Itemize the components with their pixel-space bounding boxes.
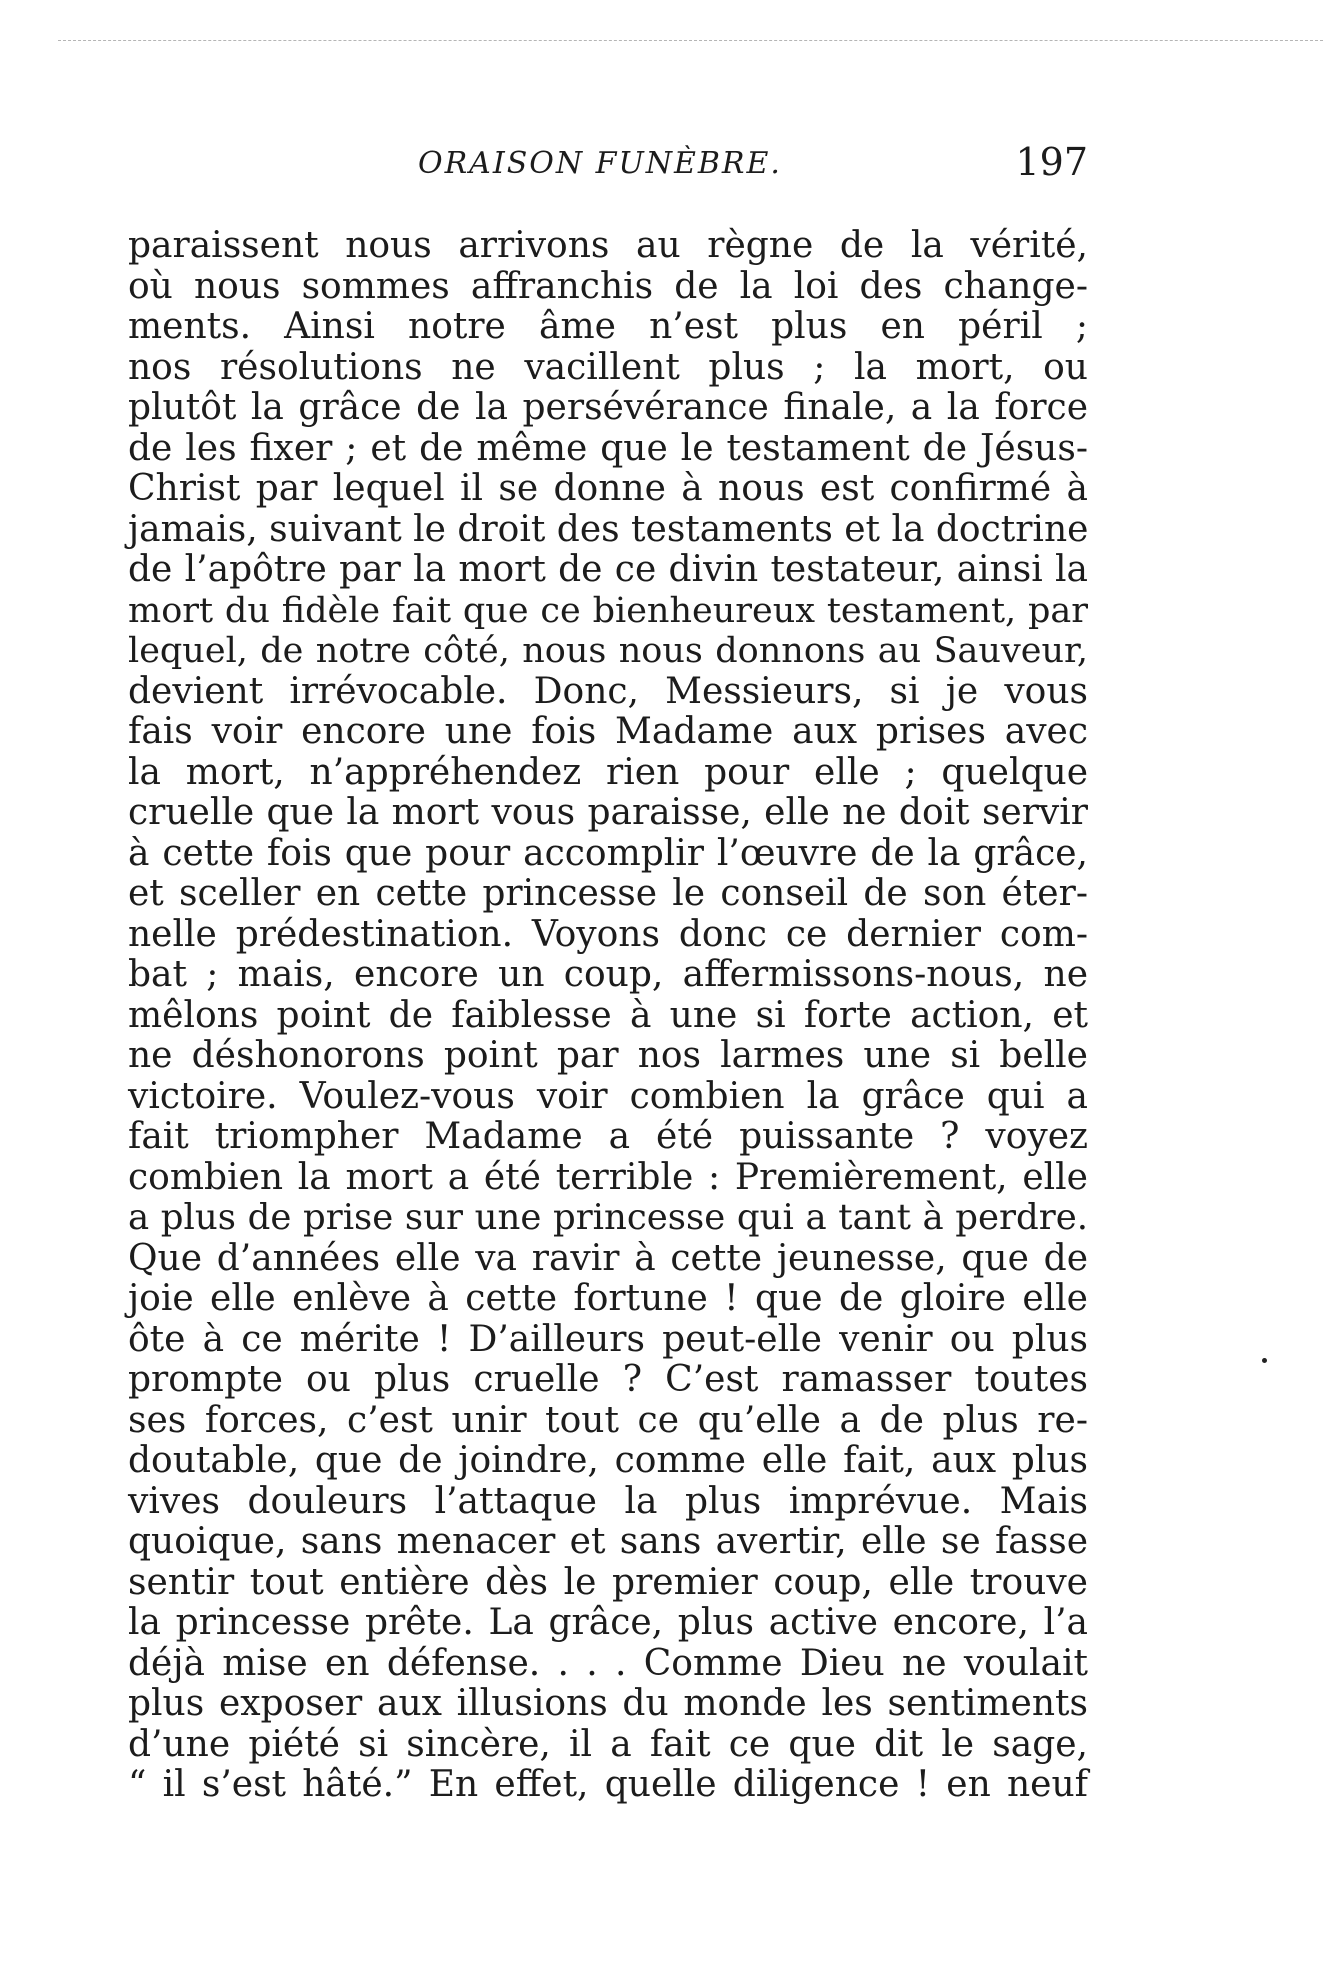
text-line: ne déshonorons point par nos larmes une si belle (128, 1035, 1088, 1076)
text-line: déjà mise en défense. . . . Comme Dieu ne voulait (128, 1642, 1088, 1684)
text-line: Que d’années elle va ravir à cette jeunesse, que de (128, 1237, 1088, 1279)
page-header (128, 140, 1088, 192)
text-line: et sceller en cette princesse le conseil de son éter- (128, 873, 1088, 914)
text-line: quoique, sans menacer et sans avertir, elle se fasse (128, 1521, 1088, 1562)
text-line: a plus de prise sur une princesse qui a tant à perdre. (128, 1197, 1088, 1238)
text-line: combien la mort a été terrible : Premièrement, elle (128, 1156, 1088, 1198)
text-line: vives douleurs l’attaque la plus imprévue. Mais (128, 1480, 1088, 1522)
text-line: prompte ou plus cruelle ? C’est ramasser toutes (128, 1359, 1088, 1400)
top-edge-rule (58, 40, 1323, 41)
text-line: doutable, que de joindre, comme elle fait, aux plus (128, 1440, 1088, 1481)
text-line: jamais, suivant le droit des testaments et la doctrine (128, 508, 1089, 550)
text-line: ses forces, c’est unir tout ce qu’elle a de plus re- (128, 1399, 1088, 1441)
text-line: paraissent nous arrivons au règne de la vérité, (128, 225, 1088, 266)
margin-ink-dot (1262, 1358, 1267, 1363)
text-line: mort du fidèle fait que ce bienheureux testament, par (128, 590, 1088, 631)
text-line: fais voir encore une fois Madame aux prises avec (128, 711, 1088, 752)
text-line: ôte à ce mérite ! D’ailleurs peut-elle venir ou plus (128, 1318, 1088, 1360)
text-line: victoire. Voulez-vous voir combien la grâce qui a (128, 1075, 1088, 1117)
text-line: plus exposer aux illusions du monde les sentiments (128, 1683, 1088, 1724)
text-line: sentir tout entière dès le premier coup, elle trouve (128, 1561, 1088, 1603)
text-line: nelle prédestination. Voyons donc ce dernier com- (128, 913, 1088, 955)
text-line: d’une piété si sincère, il a fait ce que dit le sage, (128, 1723, 1088, 1765)
text-line: Christ par lequel il se donne à nous est confirmé à (128, 468, 1088, 509)
text-line: joie elle enlève à cette fortune ! que de gloire elle (128, 1278, 1088, 1319)
page-number: 197 (1015, 140, 1088, 184)
text-line: mêlons point de faiblesse à une si forte action, et (128, 994, 1088, 1036)
text-line: cruelle que la mort vous paraisse, elle ne doit servir (128, 792, 1088, 833)
text-line: “ il s’est hâté.” En effet, quelle diligence ! en neuf (128, 1764, 1088, 1805)
text-line: à cette fois que pour accomplir l’œuvre de la grâce, (128, 832, 1088, 874)
text-line: de l’apôtre par la mort de ce divin testateur, ainsi la (128, 549, 1088, 590)
body-text (128, 226, 1128, 1806)
text-line: la mort, n’appréhendez rien pour elle ; quelque (128, 751, 1088, 793)
text-line: lequel, de notre côté, nous nous donnons au Sauveur, (128, 631, 1088, 671)
text-line: ments. Ainsi notre âme n’est plus en péril ; (128, 306, 1088, 347)
text-line: où nous sommes affranchis de la loi des change- (128, 265, 1088, 307)
text-line: nos résolutions ne vacillent plus ; la mort, ou (128, 346, 1088, 388)
text-line: bat ; mais, encore un coup, affermissons-nous, ne (128, 954, 1088, 995)
text-line: la princesse prête. La grâce, plus active encore, l’a (128, 1602, 1088, 1643)
text-line: de les fixer ; et de même que le testament de Jésus- (128, 427, 1088, 469)
text-line: plutôt la grâce de la persévérance finale, a la force (128, 387, 1088, 428)
text-line: fait triompher Madame a été puissante ? voyez (128, 1116, 1088, 1157)
running-title: ORAISON FUNÈBRE. (418, 146, 782, 181)
text-line: devient irrévocable. Donc, Messieurs, si je vous (128, 670, 1088, 712)
